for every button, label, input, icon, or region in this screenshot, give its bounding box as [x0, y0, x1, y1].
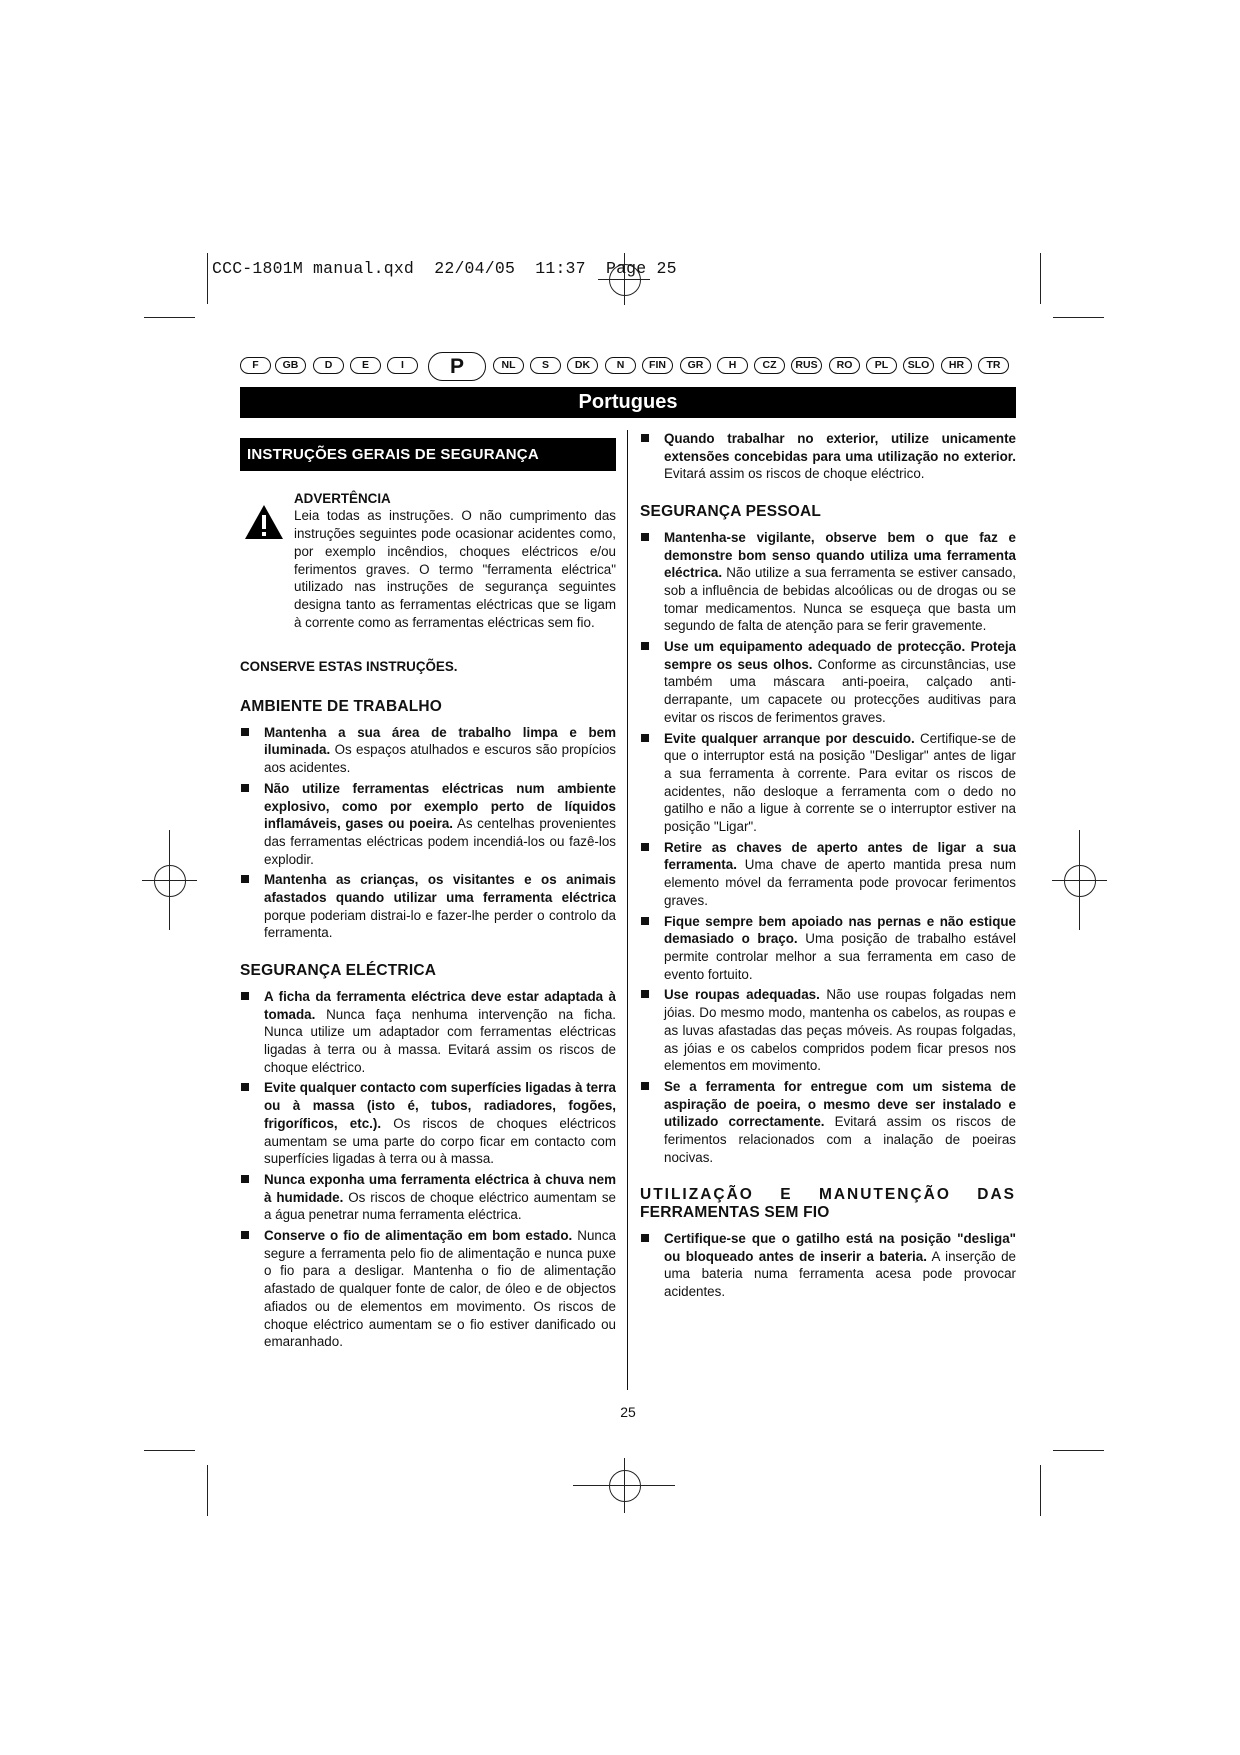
- section-title-cordless-use-line2: FERRAMENTAS SEM FIO: [640, 1204, 830, 1222]
- registration-mark-left: [154, 865, 186, 897]
- bullet: [241, 992, 249, 1000]
- section-title-electrical-safety: SEGURANÇA ELÉCTRICA: [240, 962, 437, 980]
- list-item: Mantenha as crianças, os visitantes e os animais afastados quando utilizar uma ferramenta eléctrica porque poderiam distrai-lo e fazer-lhe perder o controlo da ferramenta.: [240, 871, 616, 942]
- language-tab: S: [530, 357, 561, 374]
- right-column: [640, 430, 1016, 1304]
- list-item: Conserve o fio de alimentação em bom estado. Nunca segure a ferramenta pelo fio de alimentação e nunca puxe o fio para a desligar. Mantenha o fio de alimentação afastado de qualquer fonte de calor, de óleo e de objectos afiados ou de elementos em movimento. Os riscos de choque eléctrico aumentam se o fio estiver danificado ou emaranhado.: [240, 1227, 616, 1351]
- language-tab: H: [717, 357, 748, 374]
- language-tab: RUS: [791, 357, 822, 374]
- language-tab: SLO: [903, 357, 934, 374]
- language-tab: GR: [680, 357, 711, 374]
- list-item: Fique sempre bem apoiado nas pernas e não estique demasiado o braço. Uma posição de trabalho estável permite controlar melhor a sua ferramenta em caso de evento fortuito.: [640, 913, 1016, 984]
- list-item: Não utilize ferramentas eléctricas num ambiente explosivo, como por exemplo perto de líquidos inflamáveis, gases ou poeira. As centelhas provenientes das ferramentas eléctricas podem incendiá-los ou fazê-los explodir.: [240, 780, 616, 869]
- crop-mark: [1040, 1465, 1041, 1516]
- registration-mark-left: [169, 830, 170, 930]
- bullet: [641, 1234, 649, 1242]
- bullet: [241, 1083, 249, 1091]
- language-tab: FIN: [642, 357, 673, 374]
- bullet: [241, 1175, 249, 1183]
- language-tab: GB: [275, 357, 306, 374]
- crop-mark: [1040, 253, 1041, 304]
- language-tab: PL: [866, 357, 897, 374]
- bullet: [641, 734, 649, 742]
- file-slug: CCC-1801M manual.qxd 22/04/05 11:37 Page 25: [212, 259, 677, 278]
- bullet: [641, 843, 649, 851]
- section-title-work-area: AMBIENTE DE TRABALHO: [240, 698, 443, 716]
- registration-mark-right: [1079, 830, 1080, 930]
- page-number: 25: [620, 1404, 636, 1420]
- list-item: Retire as chaves de aperto antes de ligar a sua ferramenta. Uma chave de aperto mantida presa num elemento móvel da ferramenta pode provocar ferimentos graves.: [640, 839, 1016, 910]
- list-item: Se a ferramenta for entregue com um sistema de aspiração de poeira, o mesmo deve ser instalado e utilizado correctamente. Evitará assim os riscos de ferimentos relacionados com a inalação de poeiras nocivas.: [640, 1078, 1016, 1167]
- registration-mark-bottom: [624, 1458, 625, 1513]
- column-divider: [627, 430, 628, 1390]
- bullet: [241, 875, 249, 883]
- warning-block: [240, 490, 616, 632]
- language-banner: Portugues: [240, 387, 1016, 418]
- bullet: [641, 642, 649, 650]
- warning-text: Leia todas as instruções. O não cumprimento das instruções seguintes pode ocasionar acidentes como, por exemplo incêndios, choques eléctricos e/ou ferimentos graves. O termo "ferramenta eléctrica" utilizado nas instruções de segurança seguintes designa tanto as ferramentas eléctricas que se ligam à corrente como as ferramentas eléctricas sem fio.: [294, 508, 616, 630]
- bullet: [641, 990, 649, 998]
- list-item: Quando trabalhar no exterior, utilize unicamente extensões concebidas para uma utilização no exterior. Evitará assim os riscos de choque eléctrico.: [640, 430, 1016, 483]
- section-title-cordless-use: UTILIZAÇÃO E MANUTENÇÃO DAS: [640, 1186, 1016, 1204]
- list-item: Evite qualquer arranque por descuido. Certifique-se de que o interruptor está na posição "Desligar" antes de ligar a sua ferramenta à corrente. Para evitar os riscos de acidentes, não desloque a ferramenta com o dedo no gatilho e não a ligue à corrente se o interruptor estiver na posição "Ligar".: [640, 730, 1016, 836]
- registration-mark-right: [1064, 865, 1096, 897]
- section-heading-general-safety: INSTRUÇÕES GERAIS DE SEGURANÇA: [240, 438, 616, 471]
- conserve-instructions: CONSERVE ESTAS INSTRUÇÕES.: [240, 659, 458, 675]
- language-tab: D: [313, 357, 344, 374]
- language-tabs: [240, 352, 1017, 380]
- section-title-personal-safety: SEGURANÇA PESSOAL: [640, 503, 822, 521]
- bullet: [241, 784, 249, 792]
- language-tab: TR: [978, 357, 1009, 374]
- crop-mark: [144, 317, 195, 318]
- list-item: Mantenha-se vigilante, observe bem o que faz e demonstre bom senso quando utiliza uma ferramenta eléctrica. Não utilize a sua ferramenta se estiver cansado, sob a influência de bebidas alcoólicas ou de drogas ou se tomar medicamentos. Nunca se esqueça que basta um segundo de falta de atenção para se ferir gravemente.: [640, 529, 1016, 635]
- bullet: [641, 917, 649, 925]
- list-item: A ficha da ferramenta eléctrica deve estar adaptada à tomada. Nunca faça nenhuma intervenção na ficha. Nunca utilize um adaptador com ferramentas eléctricas ligadas à terra ou à massa. Evitará assim os riscos de choque eléctrico.: [240, 988, 616, 1077]
- bullet: [641, 1082, 649, 1090]
- language-tab: N: [605, 357, 636, 374]
- language-tab-active: P: [428, 352, 486, 381]
- language-tab: I: [387, 357, 418, 374]
- language-tab: DK: [567, 357, 598, 374]
- bullet: [641, 434, 649, 442]
- bullet: [241, 728, 249, 736]
- crop-mark: [1053, 317, 1104, 318]
- list-item: Certifique-se que o gatilho está na posição "desliga" ou bloqueado antes de inserir a bateria. A inserção de uma bateria numa ferramenta acesa pode provocar acidentes.: [640, 1230, 1016, 1301]
- crop-mark: [207, 253, 208, 304]
- crop-mark: [1053, 1450, 1104, 1451]
- language-tab: NL: [493, 357, 524, 374]
- list-item: Evite qualquer contacto com superfícies ligadas à terra ou à massa (isto é, tubos, radiadores, fogões, frigoríficos, etc.). Os riscos de choques eléctricos aumentam se uma parte do corpo ficar em contacto com superfícies ligadas à terra ou à massa.: [240, 1079, 616, 1168]
- language-tab: CZ: [754, 357, 785, 374]
- list-item: Mantenha a sua área de trabalho limpa e bem iluminada. Os espaços atulhados e escuros são propícios aos acidentes.: [240, 724, 616, 777]
- warning-triangle-icon: [244, 504, 284, 540]
- language-tab: F: [240, 357, 271, 374]
- registration-mark-bottom: [609, 1470, 641, 1502]
- crop-mark: [207, 1465, 208, 1516]
- language-tab: E: [350, 357, 381, 374]
- bullet: [241, 1231, 249, 1239]
- language-tab: RO: [829, 357, 860, 374]
- bullet: [641, 533, 649, 541]
- warning-title: ADVERTÊNCIA: [294, 490, 391, 506]
- list-item: Use roupas adequadas. Não use roupas folgadas nem jóias. Do mesmo modo, mantenha os cabelos, as roupas e as luvas afastadas das peças móveis. As roupas folgadas, as jóias e os cabelos compridos podem ficar presos nos elementos em movimento.: [640, 986, 1016, 1075]
- language-tab: HR: [941, 357, 972, 374]
- list-item: Nunca exponha uma ferramenta eléctrica à chuva nem à humidade. Os riscos de choque eléctrico aumentam se a água penetrar numa ferramenta eléctrica.: [240, 1171, 616, 1224]
- crop-mark: [144, 1450, 195, 1451]
- left-column: [240, 430, 616, 1354]
- list-item: Use um equipamento adequado de protecção. Proteja sempre os seus olhos. Conforme as circunstâncias, use também uma máscara anti-poeira, calçado anti-derrapante, um capacete ou protecções auditivas para evitar os riscos de ferimentos graves.: [640, 638, 1016, 727]
